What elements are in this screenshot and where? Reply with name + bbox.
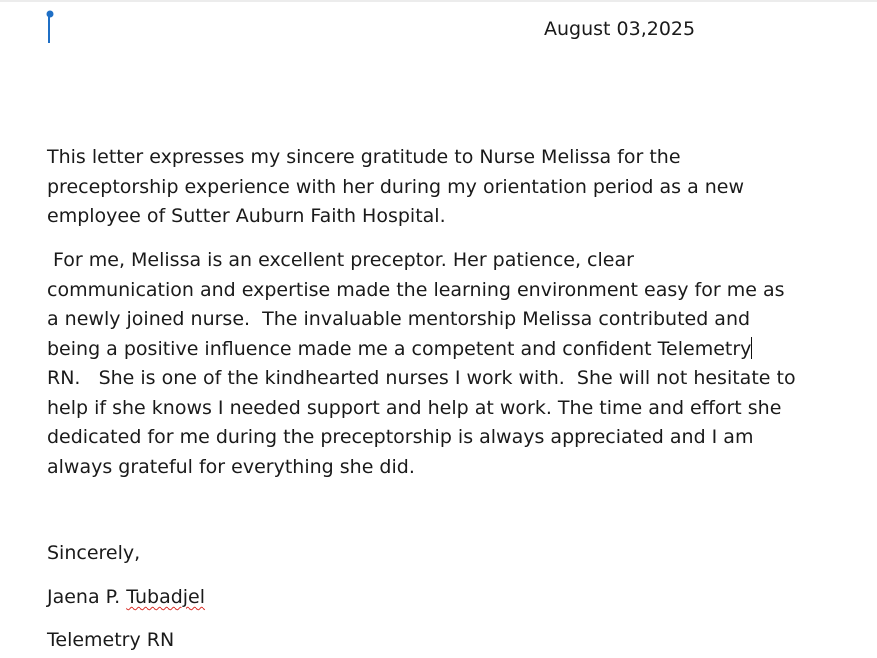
paragraph-line: preceptorship experience with her during my orientation period as a new (47, 175, 745, 198)
paragraph-line: This letter expresses my sincere gratitude to Nurse Melissa for the (47, 146, 681, 168)
signer-first-name: Jaena P. (47, 586, 127, 608)
text-insertion-caret (751, 337, 752, 359)
misspelled-word[interactable]: Tubadjel (126, 586, 206, 608)
letter-paragraph-1 (47, 143, 837, 232)
paragraph-line: communication and expertise made the learning environment easy for me as (47, 278, 785, 301)
letter-paragraph-2 (47, 246, 837, 482)
paragraph-line: a newly joined nurse. The invaluable mentorship Melissa contributed and (47, 308, 751, 330)
paragraph-line: dedicated for me during the preceptorship is always appreciated and I am (47, 426, 754, 448)
paragraph-line-with-caret (47, 335, 837, 365)
signer-title: Telemetry RN (47, 629, 175, 651)
signer-name (47, 584, 205, 610)
paragraph-line: always grateful for everything she did. (47, 455, 415, 478)
page-top-edge (0, 0, 877, 2)
paragraph-line: employee of Sutter Auburn Faith Hospital. (47, 205, 446, 227)
text-cursor-pin-icon (45, 10, 55, 44)
paragraph-line: For me, Melissa is an excellent preceptor. Her patience, clear (47, 249, 634, 271)
closing-salutation: Sincerely, (47, 542, 141, 564)
paragraph-line: help if she knows I needed support and help at work. The time and effort she (47, 396, 782, 419)
letter-date: August 03,2025 (544, 18, 696, 40)
paragraph-line: RN. She is one of the kindhearted nurses I work with. She will not hesitate to (47, 367, 796, 389)
paragraph-line: being a positive influence made me a competent and confident Telemetry (47, 337, 752, 360)
